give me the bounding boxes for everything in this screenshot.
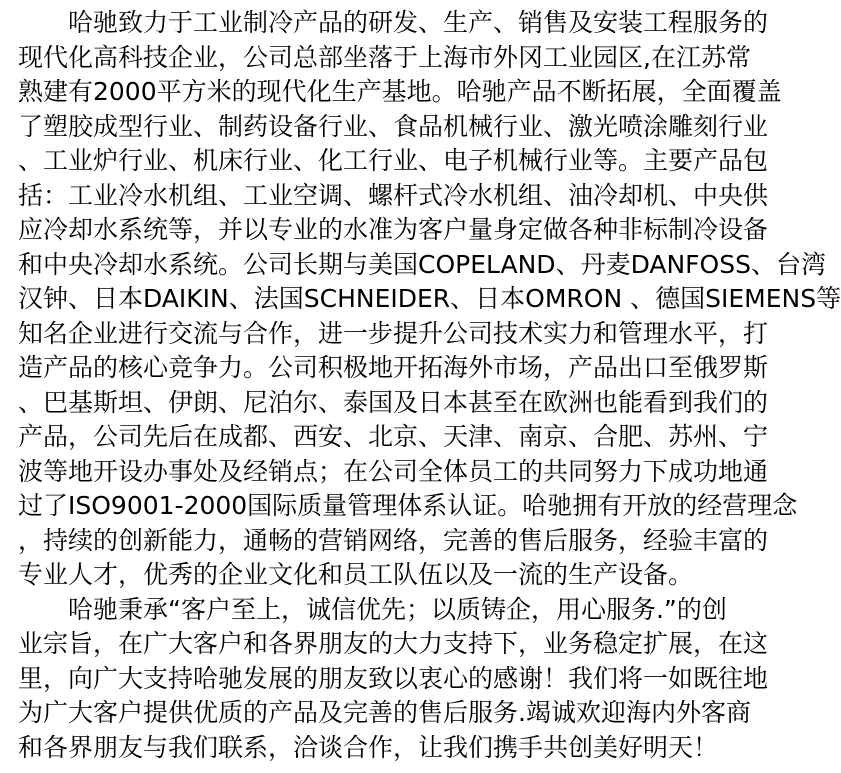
- text-line: 熟建有2000平方米的现代化生产基地。哈驰产品不断拓展，全面覆盖: [18, 77, 782, 106]
- text-line: 波等地开设办事处及经销点；在公司全体员工的共同努力下成功地通: [18, 456, 769, 486]
- text-line: 、工业炉行业、机床行业、化工行业、电子机械行业等。主要产品包: [18, 146, 769, 175]
- text-line: 和各界朋友与我们联系，洽谈合作，让我们携手共创美好明天！: [18, 732, 719, 762]
- text-line: 知名企业进行交流与合作，进一步提升公司技术实力和管理水平，打: [18, 318, 769, 348]
- text-line: 和中央冷却水系统。公司长期与美国COPELAND、丹麦DANFOSS、台湾: [18, 249, 826, 279]
- text-line: 括：工业冷水机组、工业空调、螺杆式冷水机组、油冷却机、中央供: [18, 180, 769, 210]
- text-line: 了塑胶成型行业、制药设备行业、食品机械行业、激光喷涂雕刻行业: [18, 111, 769, 141]
- text-line: 应冷却水系统等，并以专业的水准为客户量身定做各种非标制冷设备: [18, 215, 769, 244]
- text-line: 现代化高科技企业，公司总部坐落于上海市外冈工业园区,在江苏常: [18, 42, 751, 72]
- text-line: 哈驰秉承“客户至上，诚信优先；以质铸企，用心服务.”的创: [18, 594, 727, 624]
- text-line: 业宗旨，在广大客户和各界朋友的大力支持下，业务稳定扩展，在这: [18, 629, 769, 658]
- paragraph-1: [18, 6, 841, 593]
- text-line: 哈驰致力于工业制冷产品的研发、生产、销售及安装工程服务的: [18, 8, 769, 37]
- text-line: 过了ISO9001-2000国际质量管理体系认证。哈驰拥有开放的经营理念: [18, 491, 798, 520]
- text-line: 造产品的核心竞争力。公司积极地开拓海外市场，产品出口至俄罗斯: [18, 353, 769, 382]
- text-line: 产品，公司先后在成都、西安、北京、天津、南京、合肥、苏州、宁: [18, 422, 769, 451]
- text-line: 专业人才，优秀的企业文化和员工队伍以及一流的生产设备。: [18, 560, 694, 589]
- text-line: 为广大客户提供优质的产品及完善的售后服务.竭诚欢迎海内外客商: [18, 698, 751, 727]
- text-line: ，持续的创新能力，通畅的营销网络，完善的售后服务，经验丰富的: [18, 525, 769, 555]
- text-line: 汉钟、日本DAIKIN、法国SCHNEIDER、日本OMRON 、德国SIEMENS等: [18, 284, 841, 313]
- text-line: 、巴基斯坦、伊朗、尼泊尔、泰国及日本甚至在欧洲也能看到我们的: [18, 387, 769, 417]
- paragraph-2: [18, 593, 769, 766]
- text-line: 里，向广大支持哈驰发展的朋友致以衷心的感谢！我们将一如既往地: [18, 663, 769, 693]
